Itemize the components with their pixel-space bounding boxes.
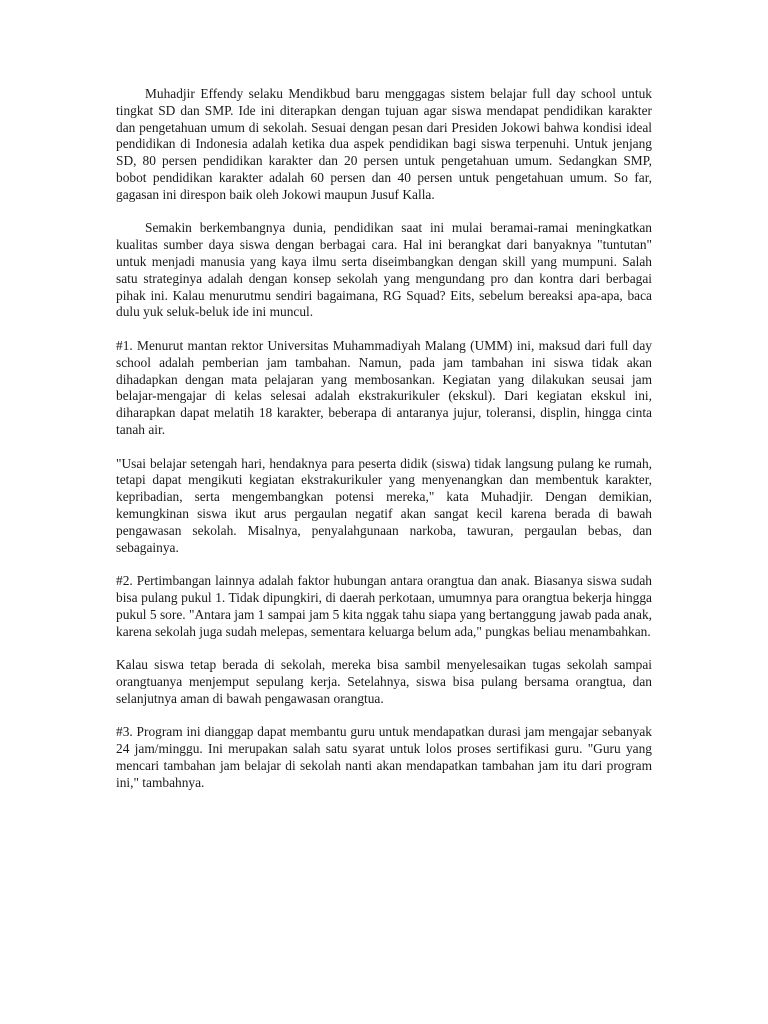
paragraph-context: Semakin berkembangnya dunia, pendidikan saat ini mulai beramai-ramai meningkatkan kualitas sumber daya siswa dengan berbagai cara. Hal ini berangkat dari banyaknya "tuntutan" untuk menjadi manusia yang kaya ilmu serta diseimbangkan dengan skill yang mumpuni. Salah satu strateginya adalah dengan konsep sekolah yang mengundang pro dan kontra dari berbagai pihak ini. Kalau menurutmu sendiri bagaimana, RG Squad? Eits, sebelum bereaksi apa-apa, baca dulu yuk seluk-beluk ide ini muncul. xyxy=(116,220,652,320)
paragraph-point-2: #2. Pertimbangan lainnya adalah faktor hubungan antara orangtua dan anak. Biasanya siswa sudah bisa pulang pukul 1. Tidak dipungkiri, di daerah perkotaan, umumnya para orangtua bekerja hingga pukul 5 sore. "Antara jam 1 sampai jam 5 kita nggak tahu siapa yang bertanggung jawab pada anak, karena sekolah juga sudah melepas, sementara keluarga belum ada," pungkas beliau menambahkan. xyxy=(116,573,652,639)
paragraph-intro: Muhadjir Effendy selaku Mendikbud baru menggagas sistem belajar full day school untuk tingkat SD dan SMP. Ide ini diterapkan dengan tujuan agar siswa mendapat pendidikan karakter dan pengetahuan umum di sekolah. Sesuai dengan pesan dari Presiden Jokowi bahwa kondisi ideal pendidikan di Indonesia adalah ketika dua aspek pendidikan bagi siswa terpenuhi. Untuk jenjang SD, 80 persen pendidikan karakter dan 20 persen untuk pengetahuan umum. Sedangkan SMP, bobot pendidikan karakter adalah 60 persen dan 40 persen untuk pengetahuan umum. So far, gagasan ini direspon baik oleh Jokowi maupun Jusuf Kalla. xyxy=(116,86,652,202)
paragraph-quote: "Usai belajar setengah hari, hendaknya para peserta didik (siswa) tidak langsung pulang ke rumah, tetapi dapat mengikuti kegiatan ekstrakurikuler yang menyenangkan dan membentuk karakter, kepribadian, serta mengembangkan potensi mereka," kata Muhadjir. Dengan demikian, kemungkinan siswa ikut arus pergaulan negatif akan sangat kecil karena berada di bawah pengawasan sekolah. Misalnya, penyalahgunaan narkoba, tawuran, pergaulan bebas, dan sebagainya. xyxy=(116,455,652,555)
paragraph-followup: Kalau siswa tetap berada di sekolah, mereka bisa sambil menyelesaikan tugas sekolah sampai orangtuanya menjemput sepulang kerja. Setelahnya, siswa bisa pulang bersama orangtua, dan selanjutnya aman di bawah pengawasan orangtua. xyxy=(116,657,652,706)
paragraph-point-3: #3. Program ini dianggap dapat membantu guru untuk mendapatkan durasi jam mengajar sebanyak 24 jam/minggu. Ini merupakan salah satu syarat untuk lolos proses sertifikasi guru. "Guru yang mencari tambahan jam belajar di sekolah nanti akan mendapatkan tambahan jam itu dari program ini," tambahnya. xyxy=(116,724,652,790)
document-page xyxy=(116,86,652,808)
paragraph-point-1: #1. Menurut mantan rektor Universitas Muhammadiyah Malang (UMM) ini, maksud dari full day school adalah pemberian jam tambahan. Namun, pada jam tambahan ini siswa tidak akan dihadapkan dengan mata pelajaran yang membosankan. Kegiatan yang dilakukan seusai jam belajar-mengajar di kelas selesai adalah ekstrakurikuler (ekskul). Dari kegiatan ekskul ini, diharapkan dapat melatih 18 karakter, beberapa di antaranya jujur, toleransi, displin, hingga cinta tanah air. xyxy=(116,337,652,437)
